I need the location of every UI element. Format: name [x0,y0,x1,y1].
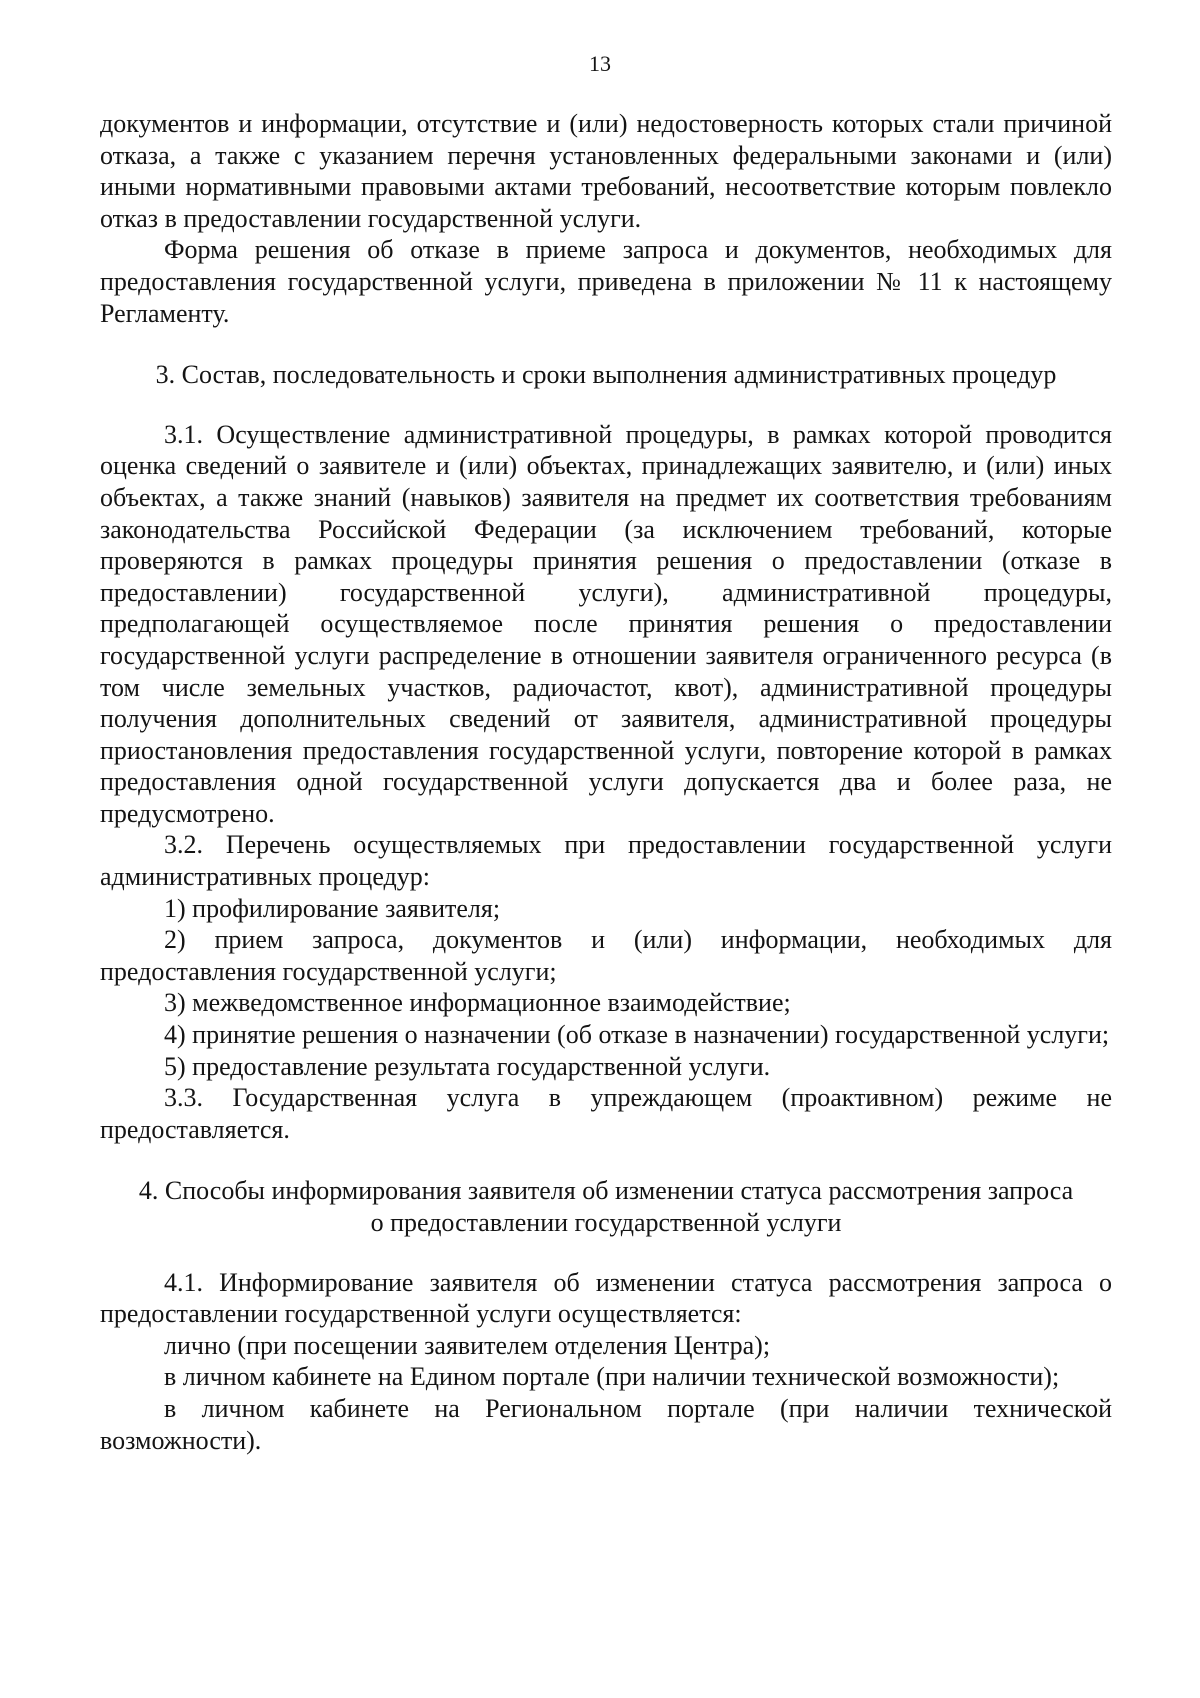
paragraph-4-1-personal: лично (при посещении заявителем отделения Центра); [164,1330,771,1360]
list-item-5: 5) предоставление результата государственной услуги. [164,1051,771,1081]
section-heading-4-line2: о предоставлении государственной услуги [370,1208,842,1237]
paragraph-3-3: 3.3. Государственная услуга в упреждающем (проактивном) режиме не предоставляется. [100,1083,1112,1144]
document-body [100,108,1112,1456]
page-number: 13 [589,51,611,76]
paragraph-3-2: 3.2. Перечень осуществляемых при предоставлении государственной услуги административных процедур: [100,830,1112,892]
paragraph-form-reference: Форма решения об отказе в приеме запроса и документов, необходимых для предоставления государственной услуги, приведена в приложении № 11 к настоящему Регламенту. [100,235,1112,328]
paragraph-3-1: 3.1. Осуществление административной процедуры, в рамках которой проводится оценка сведений о заявителе и (или) объектах, принадлежащих заявителю, и (или) иных объектах, а также знаний (навыков) заявителя на предмет их соответствия требованиям законодательства Российской Федерации (за исключением требований, которые проверяются в рамках процедуры принятия решения о предоставлении (отказе в предоставлении) государственной услуги), административной процедуры, предполагающей осуществляемое после принятия решения о предоставлении государственной услуги распределение в отношении заявителя ограниченного ресурса (в том числе земельных участков, радиочастот, квот), административной процедуры получения дополнительных сведений от заявителя, административной процедуры приостановления предоставления государственной услуги, повторение которой в рамках предоставления одной государственной услуги допускается два и более раза, не предусмотрено. [100,419,1112,828]
paragraph-4-1: 4.1. Информирование заявителя об изменении статуса рассмотрения запроса о предоставлении государственной услуги осуществляется: [100,1267,1112,1329]
list-item-4: 4) принятие решения о назначении (об отказе в назначении) государственной услуги; [164,1020,1110,1050]
paragraph-continuation: документов и информации, отсутствие и (или) недостоверность которых стали причиной отказа, а также с указанием перечня установленных федеральными законами и (или) иными нормативными правовыми актами требований, несоответствие которым повлекло отказ в предоставлении государственной услуги. [100,109,1112,233]
section-heading-4-line1: 4. Способы информирования заявителя об изменении статуса рассмотрения запроса [138,1176,1074,1206]
section-heading-3: 3. Состав, последовательность и сроки выполнения административных процедур [155,360,1057,390]
list-item-3: 3) межведомственное информационное взаимодействие; [164,988,791,1018]
section-heading-4 [100,1175,1112,1238]
list-item-2: 2) прием запроса, документов и (или) информации, необходимых для предоставления государственной услуги; [100,925,1112,986]
paragraph-4-1-unified-portal: в личном кабинете на Едином портале (при наличии технической возможности); [164,1362,1060,1392]
paragraph-4-1-regional-portal: в личном кабинете на Региональном портале (при наличии технической возможности). [100,1393,1112,1455]
list-item-1: 1) профилирование заявителя; [164,893,501,923]
